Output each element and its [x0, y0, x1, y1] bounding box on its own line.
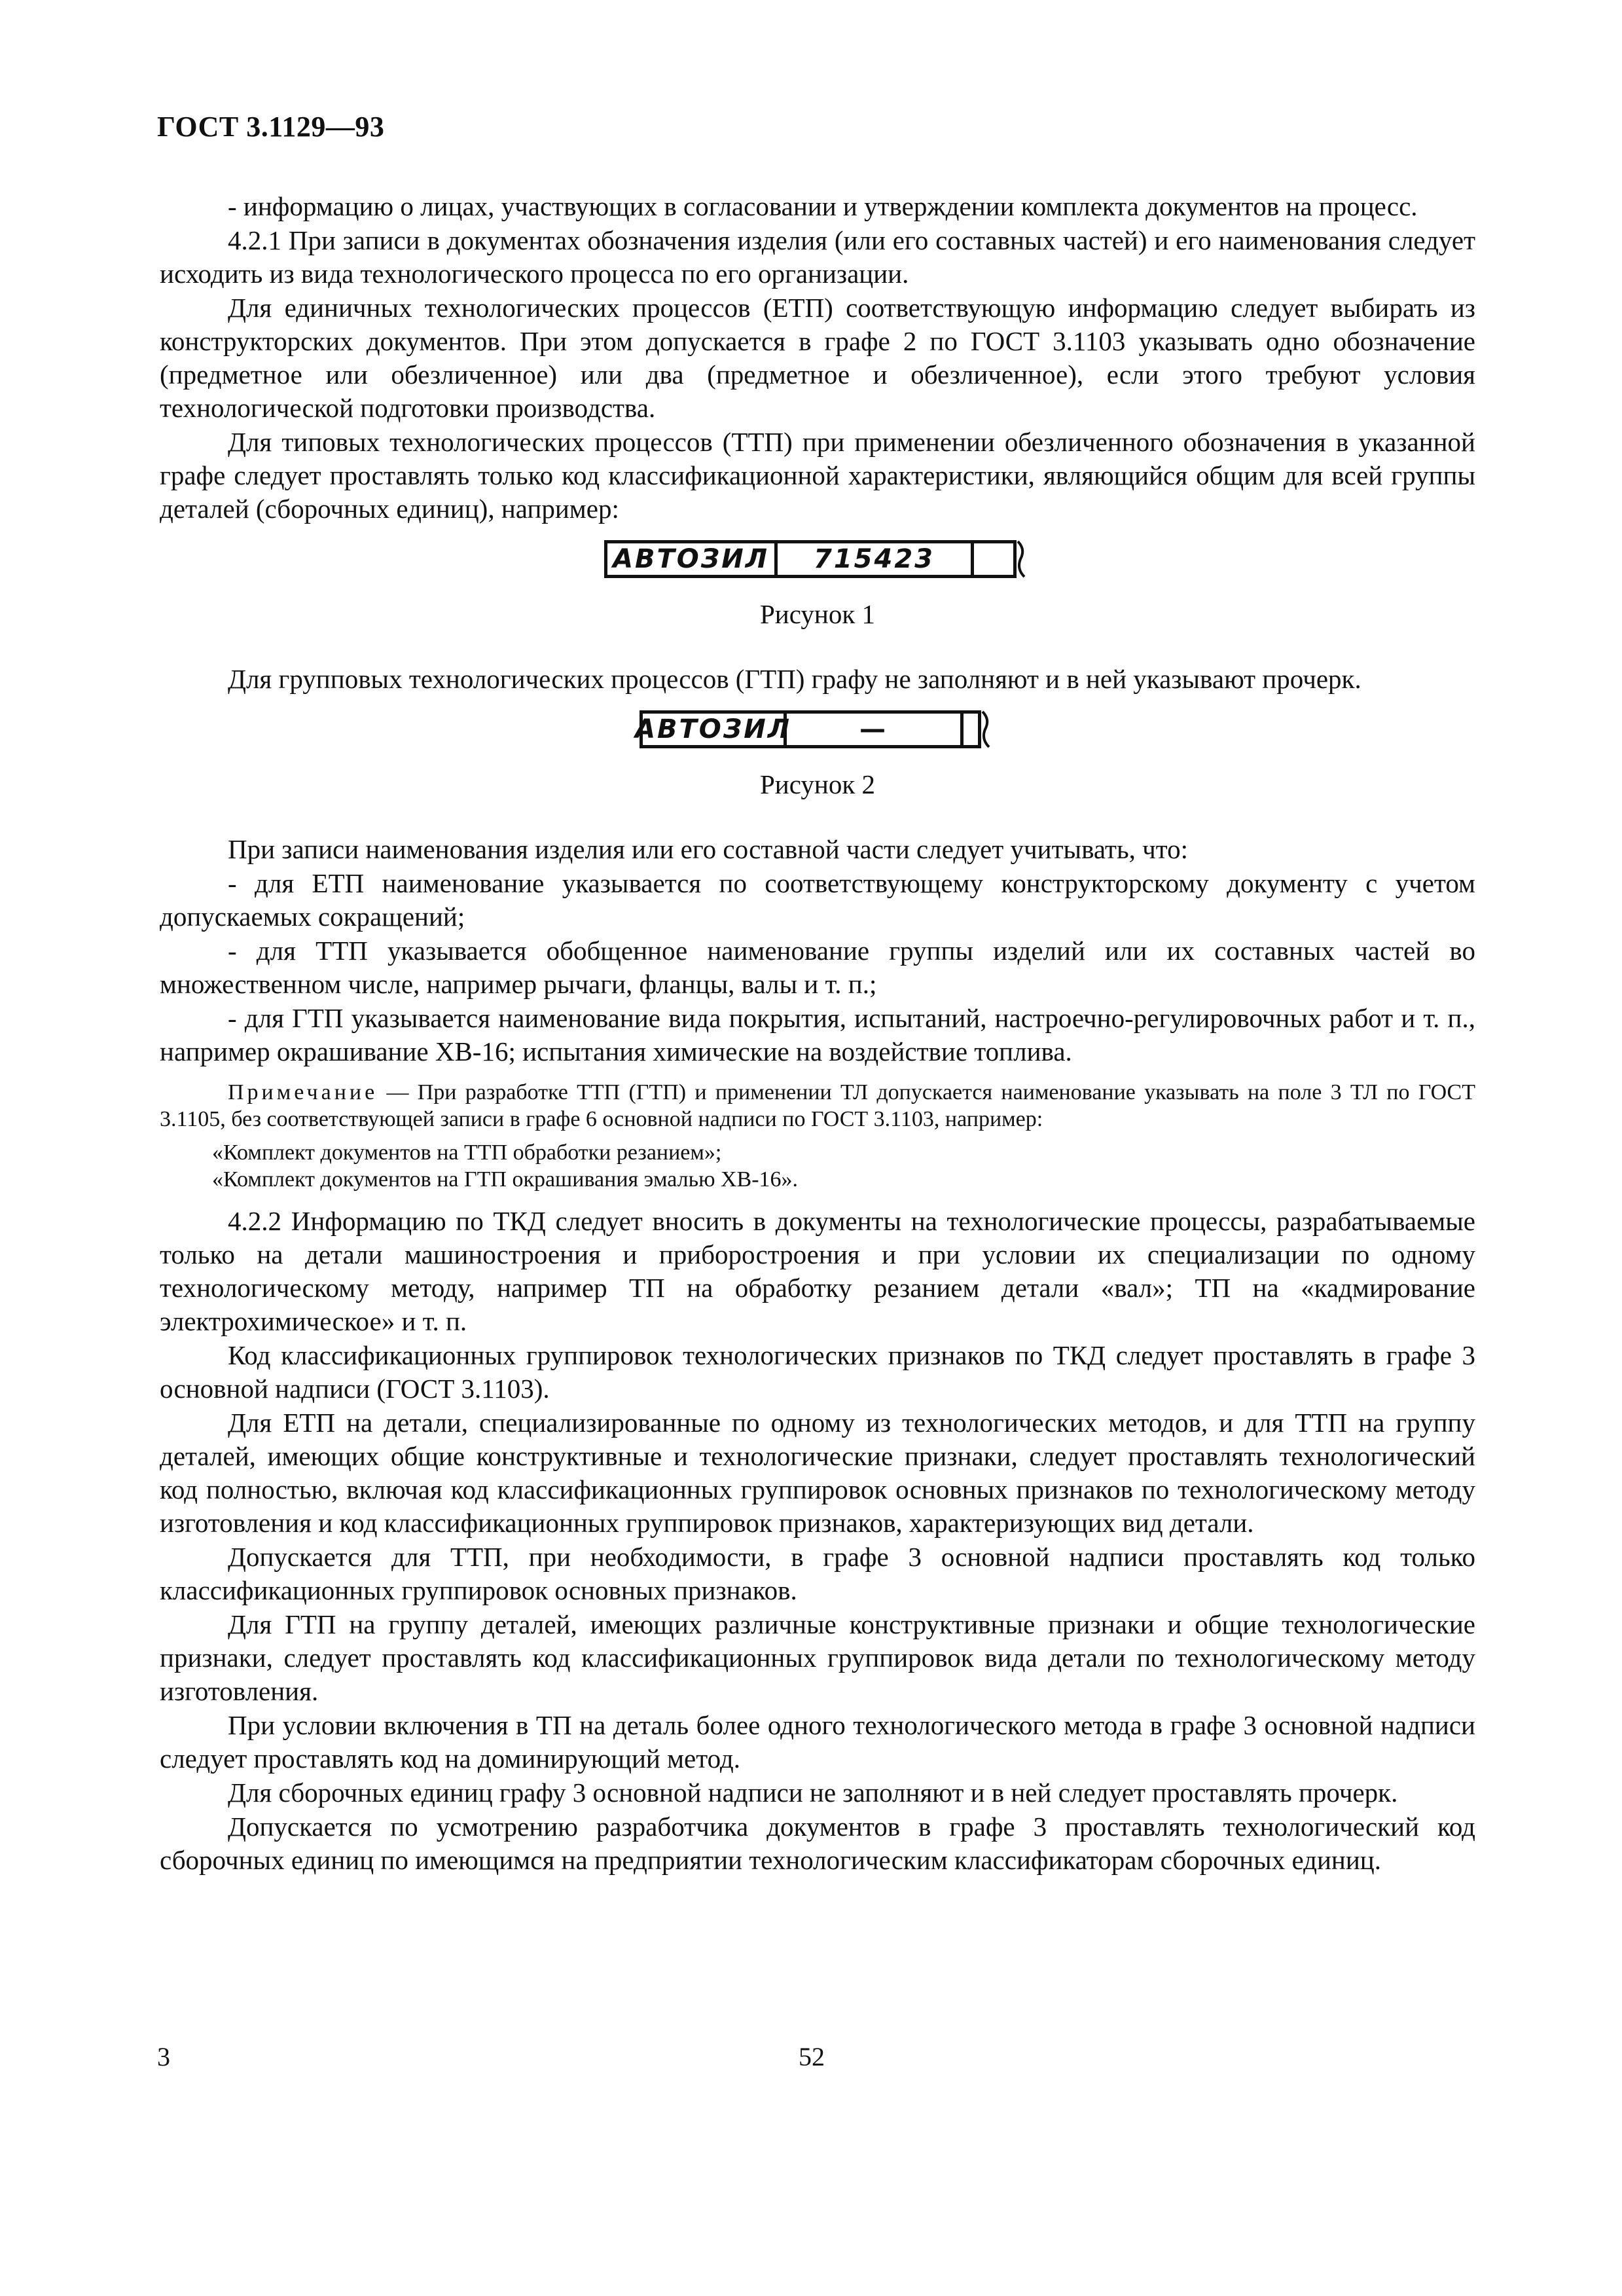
paragraph: Для единичных технологических процессов (ЕТП) соответствующую информацию следует выбирать из конструкторских документов. При этом допускается в графе 2 по ГОСТ 3.1103 указывать одно обозначение (предметное или обезличенное) или два (предметное и обезличенное), если этого требуют условия технологической подготовки производства.: [160, 293, 1475, 423]
paragraph: При условии включения в ТП на деталь более одного технологического метода в графе 3 основной надписи следует проставлять код на доминирующий метод.: [160, 1710, 1475, 1774]
stamp-cell-number: 715423: [774, 540, 971, 578]
note-label: Примечание: [228, 1080, 378, 1104]
paragraph: Для сборочных единиц графу 3 основной надписи не заполняют и в ней следует проставлять прочерк.: [228, 1777, 1398, 1808]
stamp-box-1: [604, 540, 1031, 578]
stamp-cell-dash: —: [784, 710, 960, 748]
paragraph: Код классификационных группировок технологических признаков по ТКД следует проставлять в графе 3 основной надписи (ГОСТ 3.1103).: [160, 1340, 1475, 1404]
figure-1-caption: Рисунок 1: [759, 599, 875, 629]
break-mark-icon: [1017, 540, 1031, 578]
note-text: — При разработке ТТП (ГТП) и применении ТЛ допускается наименование указывать на поле 3 ТЛ по ГОСТ 3.1105, без соответствующей записи в графе 6 основной надписи по ГОСТ 3.1103, например:: [160, 1080, 1475, 1131]
figure-2-caption: Рисунок 2: [759, 769, 875, 799]
stamp-cell-code: АВТОЗИЛ: [604, 540, 774, 578]
footer-section-number: 3: [157, 2042, 170, 2071]
list-item: - для ТТП указывается обобщенное наименование группы изделий или их составных частей во множественном числе, например рычаги, фланцы, валы и т. п.;: [160, 936, 1475, 999]
stamp-cell-empty: [960, 710, 981, 748]
paragraph: Для типовых технологических процессов (ТТП) при применении обезличенного обозначения в указанной графе следует проставлять только код классификационной характеристики, являющийся общим для всей группы деталей (сборочных единиц), например:: [160, 427, 1475, 524]
note-example: «Комплект документов на ТТП обработки резанием»;: [212, 1140, 722, 1165]
paragraph: 4.2.1 При записи в документах обозначения изделия (или его составных частей) и его наименования следует исходить из вида технологического процесса по его организации.: [160, 225, 1475, 289]
note-example: «Комплект документов на ГТП окрашивания эмалью ХВ-16».: [212, 1167, 799, 1192]
paragraph: 4.2.2 Информацию по ТКД следует вносить в документы на технологические процессы, разрабатываемые только на детали машиностроения и приборостроения и при условии их специализации по одному технологическому методу, например ТП на обработку резанием детали «вал»; ТП на «кадмирование электрохимическое» и т. п.: [160, 1206, 1475, 1336]
paragraph: При записи наименования изделия или его составной части следует учитывать, что:: [228, 834, 1189, 864]
list-item: - для ГТП указывается наименование вида покрытия, испытаний, настроечно-регулировочных работ и т. п., например окрашивание ХВ-16; испытания химические на воздействие топлива.: [160, 1003, 1475, 1066]
paragraph: Для ЕТП на детали, специализированные по одному из технологических методов, и для ТТП на группу деталей, имеющих общие конструктивные и технологические признаки, следует проставлять технологический код полностью, включая код классификационных группировок основных признаков по технологическому методу изготовления и код классификационных группировок признаков, характеризующих вид детали.: [160, 1408, 1475, 1538]
stamp-box-2: [635, 710, 996, 748]
document-body: [160, 190, 1475, 1878]
figure-1: [160, 540, 1475, 578]
paragraph: Для ГТП на группу деталей, имеющих различные конструктивные признаки и общие технологические признаки, следует проставлять код классификационных группировок вида детали по технологическому методу изготовления.: [160, 1609, 1475, 1706]
paragraph: Допускается для ТТП, при необходимости, в графе 3 основной надписи проставлять код только классификационных группировок основных признаков.: [160, 1542, 1475, 1605]
stamp-cell-empty: [971, 540, 1017, 578]
note: [160, 1079, 1475, 1133]
paragraph: - информацию о лицах, участвующих в согласовании и утверждении комплекта документов на процесс.: [228, 191, 1418, 221]
paragraph: Допускается по усмотрению разработчика документов в графе 3 проставлять технологический код сборочных единиц по имеющимся на предприятии технологическим классификаторам сборочных единиц.: [160, 1812, 1475, 1875]
paragraph: Для групповых технологических процессов (ГТП) графу не заполняют и в ней указывают прочерк.: [228, 664, 1361, 694]
figure-2: [160, 710, 1475, 748]
stamp-cell-code: АВТОЗИЛ: [640, 710, 784, 748]
page-number: 52: [799, 2042, 825, 2071]
break-mark-icon: [981, 710, 996, 748]
document-header: ГОСТ 3.1129—93: [157, 111, 385, 143]
list-item: - для ЕТП наименование указывается по соответствующему конструкторскому документу с учетом допускаемых сокращений;: [160, 868, 1475, 932]
